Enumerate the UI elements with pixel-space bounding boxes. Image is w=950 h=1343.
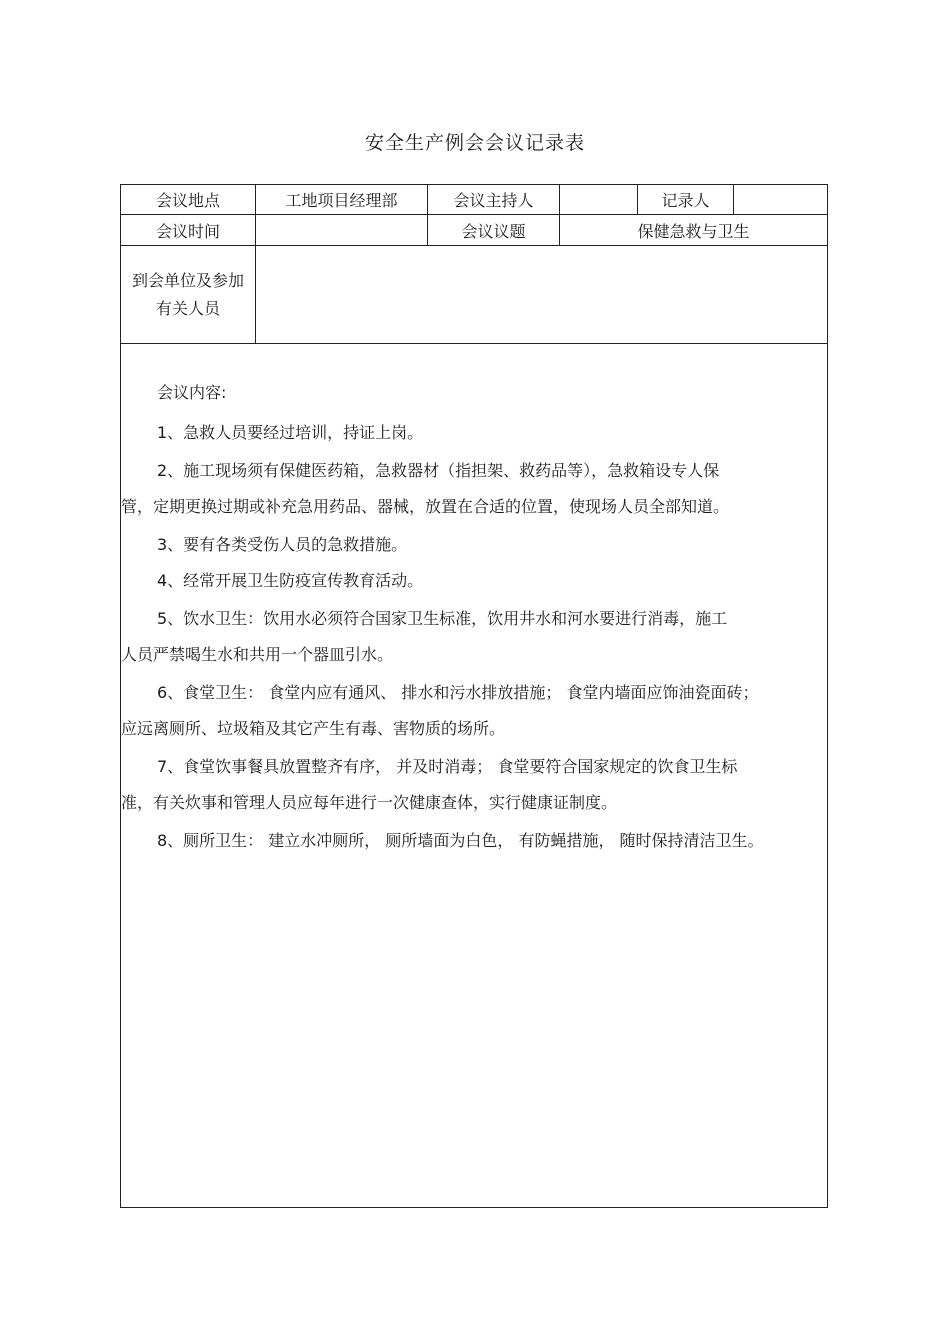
content-line: 应远离厕所、垃圾箱及其它产生有毒、害物质的场所。 (121, 719, 506, 738)
time-label: 会议时间 (121, 215, 256, 245)
form-row-location (121, 185, 827, 215)
host-label: 会议主持人 (428, 185, 560, 214)
content-line: 管，定期更换过期或补充急用药品、器械，放置在合适的位置，使现场人员全部知道。 (121, 497, 730, 516)
host-value[interactable] (560, 185, 638, 214)
content-line: 4、经常开展卫生防疫宣传教育活动。 (157, 571, 424, 590)
content-line: 6、食堂卫生： 食堂内应有通风、 排水和污水排放措施； 食堂内墙面应饰油瓷面砖； (157, 683, 759, 702)
meeting-record-form (120, 184, 828, 1208)
recorder-value[interactable] (734, 185, 827, 214)
attendees-label: 到会单位及参加有关人员 (131, 270, 244, 318)
location-label: 会议地点 (121, 185, 256, 214)
time-value[interactable] (256, 215, 428, 245)
content-line: 2、施工现场须有保健医药箱，急救器材（指担架、救药品等），急救箱设专人保 (157, 461, 720, 480)
content-line: 准，有关炊事和管理人员应每年进行一次健康查体，实行健康证制度。 (121, 793, 618, 812)
content-line: 7、食堂饮事餐具放置整齐有序， 并及时消毒； 食堂要符合国家规定的饮食卫生标 (157, 757, 738, 776)
topic-label: 会议议题 (428, 215, 560, 245)
topic-value[interactable]: 保健急救与卫生 (637, 221, 750, 241)
content-line: 5、饮水卫生：饮用水必须符合国家卫生标准，饮用井水和河水要进行消毒，施工 (157, 609, 728, 628)
content-heading: 会议内容: (157, 383, 227, 402)
content-line: 3、要有各类受伤人员的急救措施。 (157, 535, 408, 554)
form-row-time (121, 215, 827, 246)
attendees-value[interactable] (256, 246, 827, 343)
attendees-label-cell (121, 246, 256, 343)
recorder-label: 记录人 (638, 185, 734, 214)
content-line: 8、厕所卫生： 建立水冲厕所， 厕所墙面为白色， 有防蝇措施， 随时保持清洁卫生。 (157, 831, 764, 850)
content-line: 1、急救人员要经过培训，持证上岗。 (157, 423, 424, 442)
location-value[interactable]: 工地项目经理部 (256, 185, 428, 214)
page-title: 安全生产例会会议记录表 (364, 132, 585, 154)
content-line: 人员严禁喝生水和共用一个器皿引水。 (121, 645, 394, 664)
form-row-attendees (121, 246, 827, 344)
